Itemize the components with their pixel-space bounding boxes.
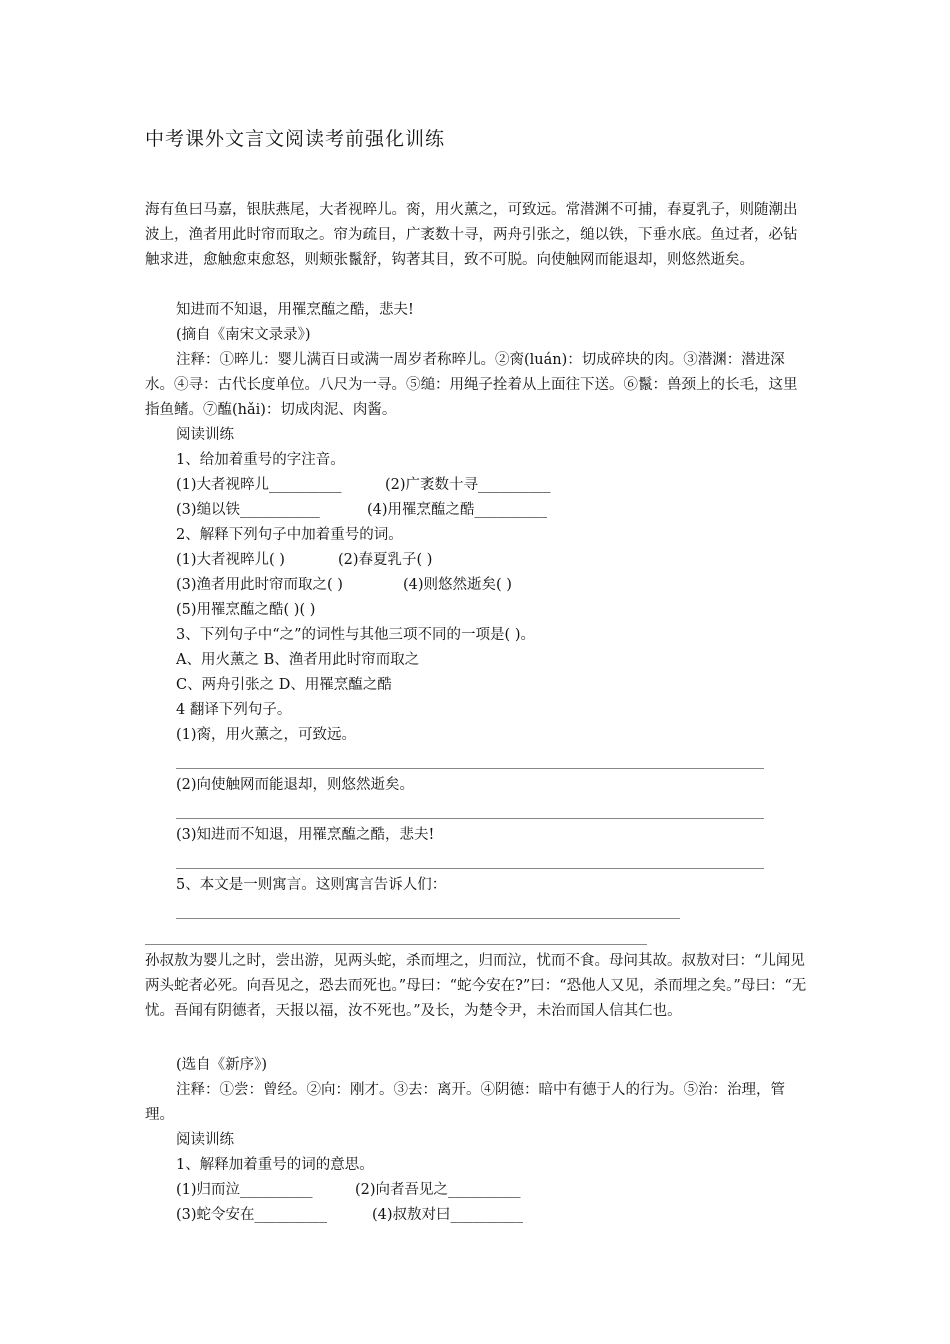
exercise-2-heading: 阅读训练 <box>176 1132 234 1148</box>
exercise-2-q1-item-b: (2)向者吾见之__________ <box>355 1182 521 1198</box>
exercise-2-q1-item-a: (1)归而泣__________ <box>176 1182 313 1198</box>
passage-1-text: 海有鱼曰马嘉，银肤燕尾，大者视晬儿。脔，用火薰之，可致远。常潜渊不可捕，春夏乳子，则随潮出波上，渔者用此时帘而取之。帘为疏目，广袤数十寻，两舟引张之，缒以铁，下垂水底。鱼过者，必钻触求进，愈触愈束愈怒，则颊张鬣舒，钩著其目，致不可脱。向使触网而能退却，则悠然逝矣。 <box>145 202 798 268</box>
passage-2-notes: 注释：①尝：曾经。②向：刚才。③去：离开。④阴德：暗中有德于人的行为。⑤治：治理，管理。 <box>145 1082 785 1123</box>
passage-1-moral: 知进而不知退，用罹烹醢之酷，悲夫! <box>176 302 414 318</box>
exercise-1-q2-item-5: (5)用罹烹醢之酷( )( ) <box>176 602 316 618</box>
exercise-1-question-4: 4 翻译下列句子。 <box>176 702 292 718</box>
exercise-1-q1-item-d: (4)用罹烹醢之酷__________ <box>367 502 548 518</box>
answer-line <box>176 818 764 819</box>
exercise-1-q1-item-c: (3)缒以铁___________ <box>176 502 320 518</box>
exercise-1-q4-item-2: (2)向使触网而能退却，则悠然逝矣。 <box>176 777 415 793</box>
document-title: 中考课外文言文阅读考前强化训练 <box>145 128 446 150</box>
exercise-1-q2-item-1: (1)大者视晬儿( ) <box>176 552 285 568</box>
exercise-1-q2-item-2: (2)春夏乳子( ) <box>338 552 433 568</box>
exercise-1-q1-item-a: (1)大者视晬儿__________ <box>176 477 342 493</box>
passage-1-source: (摘自《南宋文录录》) <box>176 327 311 343</box>
exercise-1-heading: 阅读训练 <box>176 427 234 443</box>
exercise-1-q3-options-ab: A、用火薰之 B、渔者用此时帘而取之 <box>176 652 420 668</box>
passage-1-notes: 注释：①晬儿：婴儿满百日或满一周岁者称晬儿。②脔(luán)：切成碎块的肉。③潜渊：潜进深水。④寻：古代长度单位。八尺为一寻。⑤缒：用绳子拴着从上面往下送。⑥鬣：兽颈上的长毛，这里指鱼鳍。⑦醢(hǎi)：切成肉泥、肉酱。 <box>145 352 798 418</box>
exercise-1-question-2: 2、解释下列句子中加着重号的词。 <box>176 527 403 543</box>
exercise-1-q4-item-1: (1)脔，用火薰之，可致远。 <box>176 727 357 743</box>
exercise-1-q1-item-b: (2)广袤数十寻__________ <box>385 477 551 493</box>
exercise-1-question-3: 3、下列句子中“之”的词性与其他三项不同的一项是( )。 <box>176 627 535 643</box>
exercise-1-question-5: 5、本文是一则寓言。这则寓言告诉人们： <box>176 877 447 893</box>
exercise-1-question-1: 1、给加着重号的字注音。 <box>176 452 345 468</box>
passage-2-text: 孙叔敖为婴儿之时，尝出游，见两头蛇，杀而埋之，归而泣，忧而不食。母问其故。叔敖对曰：“儿闻见两头蛇者必死。向吾见之，恐去而死也。”母曰：“蛇今安在?”曰：“恐他人又见，杀而埋之矣。”母曰：“无忧。吾闻有阴德者，天报以福，汝不死也。”及长，为楚令尹，未治而国人信其仁也。 <box>145 953 807 1019</box>
exercise-1-q2-item-3: (3)渔者用此时帘而取之( ) <box>176 577 343 593</box>
answer-line <box>176 768 764 769</box>
exercise-2-q1-item-c: (3)蛇令安在__________ <box>176 1207 328 1223</box>
answer-line <box>176 918 680 919</box>
exercise-1-q3-options-cd: C、两舟引张之 D、用罹烹醢之酷 <box>176 677 392 693</box>
answer-line <box>176 868 764 869</box>
exercise-1-q4-item-3: (3)知进而不知退，用罹烹醢之酷，悲夫! <box>176 827 435 843</box>
passage-2-source: (选自《新序》) <box>176 1057 268 1073</box>
answer-line <box>145 944 647 945</box>
exercise-1-q2-item-4: (4)则悠然逝矣( ) <box>403 577 512 593</box>
exercise-2-question-1: 1、解释加着重号的词的意思。 <box>176 1157 374 1173</box>
exercise-2-q1-item-d: (4)叔敖对曰__________ <box>372 1207 524 1223</box>
